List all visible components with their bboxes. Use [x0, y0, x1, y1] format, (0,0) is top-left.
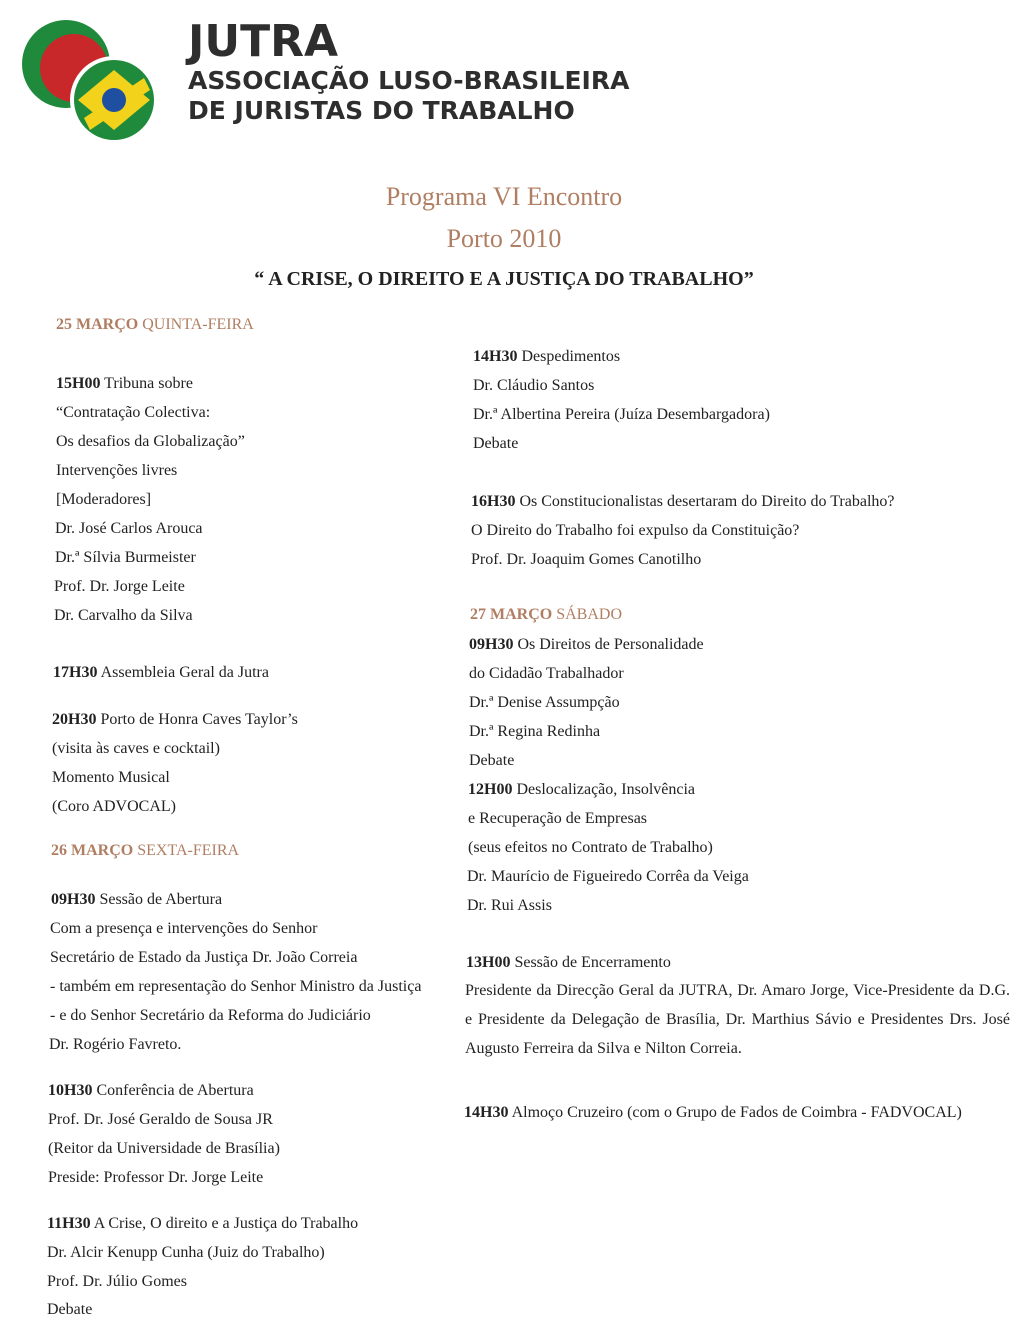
event-detail: O Direito do Trabalho foi expulso da Constituição? [471, 522, 800, 539]
event-detail: (visita às caves e cocktail) [52, 740, 220, 757]
program-theme: “ A CRISE, O DIREITO E A JUSTIÇA DO TRABALHO” [254, 268, 754, 290]
day-heading-27-march: 27 MARÇO SÁBADO [470, 606, 623, 623]
event-detail: Momento Musical [52, 769, 170, 786]
event-detail: e Recuperação de Empresas [468, 810, 648, 827]
organization-name: JUTRA [188, 16, 339, 67]
event-detail: Prof. Dr. Júlio Gomes [47, 1273, 187, 1290]
event-detail: [Moderadores] [56, 491, 152, 508]
jutra-logo [16, 6, 168, 152]
organization-line-1: ASSOCIAÇÃO LUSO-BRASILEIRA [188, 66, 630, 95]
event-detail: Dr. Alcir Kenupp Cunha (Juiz do Trabalho) [47, 1244, 325, 1261]
event-time-title: 11H30 A Crise, O direito e a Justiça do Trabalho [47, 1215, 359, 1232]
event-time-title: 14H30 Despedimentos [473, 348, 621, 365]
event-detail: Os desafios da Globalização” [56, 433, 245, 450]
event-detail: Prof. Dr. Joaquim Gomes Canotilho [471, 551, 702, 568]
organization-block [188, 18, 629, 126]
event-time-title: 10H30 Conferência de Abertura [48, 1082, 254, 1099]
event-detail: Com a presença e intervenções do Senhor [50, 920, 318, 937]
event-detail: Intervenções livres [56, 462, 178, 479]
event-time-title: 09H30 Sessão de Abertura [51, 891, 223, 908]
event-detail: (Coro ADVOCAL) [52, 798, 176, 815]
event-time-title: 20H30 Porto de Honra Caves Taylor’s [52, 711, 298, 728]
organization-line-2: DE JURISTAS DO TRABALHO [188, 96, 575, 125]
event-paragraph: Presidente da Direcção Geral da JUTRA, Dr. Amaro Jorge, Vice-Presidente da D.G. e Presidente da Delegação de Brasília, Dr. Marthius Sávio e Presidentes Drs. José Augusto Ferreira da Silva e Nilton Correia. [465, 982, 1010, 1057]
event-detail: Debate [469, 752, 515, 769]
day-heading-26-march: 26 MARÇO SEXTA-FEIRA [51, 842, 240, 859]
event-time-title: 15H00 Tribuna sobre [56, 375, 193, 392]
event-time-title: 17H30 Assembleia Geral da Jutra [53, 664, 269, 681]
event-time-title: 16H30 Os Constitucionalistas desertaram do Direito do Trabalho? [471, 493, 895, 510]
event-detail: Dr. Maurício de Figueiredo Corrêa da Veiga [467, 868, 749, 885]
event-detail: Dr. José Carlos Arouca [55, 520, 203, 537]
event-detail: Preside: Professor Dr. Jorge Leite [48, 1169, 264, 1186]
program-title: Programa VI Encontro [385, 182, 623, 211]
event-detail: Dr. Carvalho da Silva [54, 607, 193, 624]
event-detail: Dr.ª Regina Redinha [469, 723, 601, 740]
event-detail: Secretário de Estado da Justiça Dr. João Correia [50, 949, 358, 966]
event-detail: “Contratação Colectiva: [56, 404, 211, 421]
event-detail: - também em representação do Senhor Ministro da Justiça [50, 978, 422, 995]
event-detail: - e do Senhor Secretário da Reforma do Judiciário [50, 1007, 371, 1024]
event-detail: Prof. Dr. Jorge Leite [54, 578, 185, 595]
event-time-title: 14H30 Almoço Cruzeiro (com o Grupo de Fados de Coimbra - FADVOCAL) [464, 1104, 962, 1121]
event-time-title: 12H00 Deslocalização, Insolvência [468, 781, 696, 798]
event-detail: Debate [473, 435, 519, 452]
event-detail: Dr. Rui Assis [467, 897, 552, 914]
program-edition: Porto 2010 [446, 224, 562, 253]
event-detail: Debate [47, 1301, 93, 1318]
event-detail: (Reitor da Universidade de Brasília) [48, 1140, 280, 1157]
day-heading-25-march: 25 MARÇO QUINTA-FEIRA [56, 316, 254, 333]
event-detail: (seus efeitos no Contrato de Trabalho) [468, 839, 713, 856]
event-detail: do Cidadão Trabalhador [469, 665, 624, 682]
event-detail: Dr. Rogério Favreto. [49, 1036, 182, 1053]
event-time-title: 13H00 Sessão de Encerramento [466, 954, 671, 971]
event-detail: Dr.ª Denise Assumpção [469, 694, 620, 711]
event-detail: Dr.ª Sílvia Burmeister [55, 549, 196, 566]
event-detail: Prof. Dr. José Geraldo de Sousa JR [48, 1111, 273, 1128]
event-time-title: 09H30 Os Direitos de Personalidade [469, 636, 704, 653]
event-detail: Dr. Cláudio Santos [473, 377, 595, 394]
event-detail: Dr.ª Albertina Pereira (Juíza Desembargadora) [473, 406, 770, 423]
